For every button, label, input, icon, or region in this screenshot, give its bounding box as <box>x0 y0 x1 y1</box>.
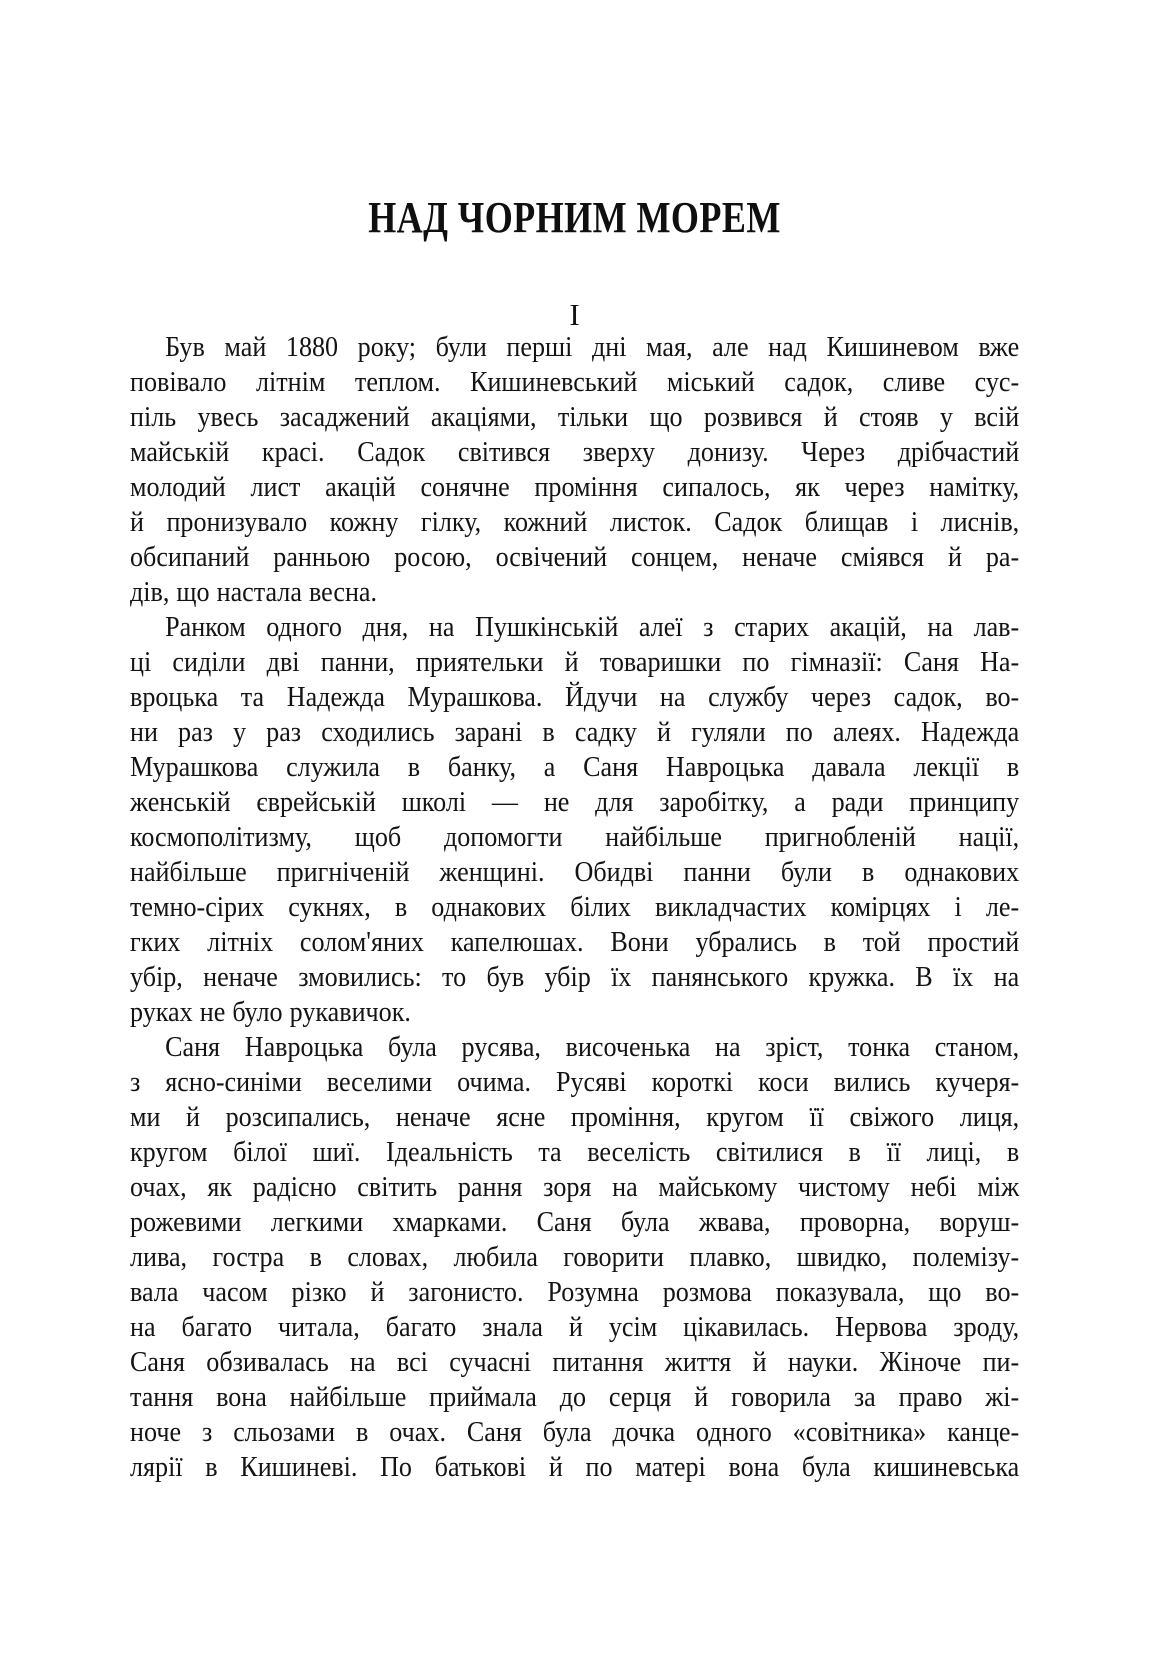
text-line: женській єврейській школі — не для заробітку, а ради принципу <box>130 786 1020 818</box>
text-line: ми й розсипались, неначе ясне проміння, кругом її свіжого лиця, <box>130 1101 1020 1133</box>
text-line: вала часом різко й загонисто. Розумна розмова показувала, що во- <box>130 1276 1020 1308</box>
text-line: дів, що настала весна. <box>130 576 378 608</box>
text-line: на багато читала, багато знала й усім цікавилась. Нервова зроду, <box>130 1311 1020 1343</box>
text-line: руках не було рукавичок. <box>130 996 411 1028</box>
text-line: ноче з сльозами в очах. Саня була дочка одного «совітника» канце- <box>130 1416 1020 1448</box>
text-line: рожевими легкими хмарками. Саня була жвава, проворна, воруш- <box>130 1206 1020 1238</box>
text-line: убір, неначе змовились: то був убір їх панянського кружка. В їх на <box>130 961 1020 993</box>
text-line: Був май 1880 року; були перші дні мая, але над Кишиневом вже <box>165 331 1020 363</box>
text-line: лива, гостра в словах, любила говорити плавко, швидко, полемізу- <box>130 1241 1020 1273</box>
text-line: Саня обзивалась на всі сучасні питання життя й науки. Жіноче пи- <box>130 1346 1020 1378</box>
text-line: космополітизму, щоб допомогти найбільше пригнобленій нації, <box>130 821 1020 853</box>
text-line: Саня Навроцька була русява, височенька на зріст, тонка станом, <box>165 1031 1020 1063</box>
text-line: ни раз у раз сходились зарані в садку й гуляли по алеях. Надежда <box>130 716 1020 748</box>
text-line: очах, як радісно світить рання зоря на майському чистому небі між <box>130 1171 1020 1203</box>
text-line: гких літніх солом'яних капелюшах. Вони убрались в той простий <box>130 926 1020 958</box>
text-line: ці сиділи дві панни, приятельки й товаришки по гімназії: Саня На- <box>130 646 1020 678</box>
text-line: повівало літнім теплом. Кишиневський міський садок, сливе сус- <box>130 366 1020 398</box>
body-text <box>130 330 1019 1485</box>
text-line: молодий лист акацій сонячне проміння сипалось, як через намітку, <box>130 471 1020 503</box>
text-line: лярії в Кишиневі. По батькові й по матері вона була кишиневська <box>130 1451 1020 1483</box>
paragraph <box>130 330 1019 610</box>
text-line: Ранком одного дня, на Пушкінській алеї з старих акацій, на лав- <box>165 611 1020 643</box>
chapter-numeral: I <box>569 297 580 332</box>
page-title: НАД ЧОРНИМ МОРЕМ <box>368 193 781 242</box>
text-line: майській красі. Садок світився зверху донизу. Через дрібчастий <box>130 436 1020 468</box>
text-line: найбільше пригніченій женщині. Обидві панни були в однакових <box>130 856 1020 888</box>
paragraph <box>130 610 1019 1030</box>
text-line: піль увесь засаджений акаціями, тільки що розвився й стояв у всій <box>130 401 1020 433</box>
text-line: Мурашкова служила в банку, а Саня Навроцька давала лекції в <box>130 751 1020 783</box>
text-line: з ясно-синіми веселими очима. Русяві короткі коси вились кучеря- <box>130 1066 1020 1098</box>
text-line: обсипаний ранньою росою, освічений сонцем, неначе сміявся й ра- <box>130 541 1020 573</box>
text-line: тання вона найбільше приймала до серця й говорила за право жі- <box>130 1381 1020 1413</box>
text-line: й пронизувало кожну гілку, кожний листок. Садок блищав і лиснів, <box>130 506 1020 538</box>
text-line: кругом білої шиї. Ідеальність та веселість світилися в її лиці, в <box>130 1136 1020 1168</box>
paragraph <box>130 1030 1019 1485</box>
text-line: вроцька та Надежда Мурашкова. Йдучи на службу через садок, во- <box>130 681 1020 713</box>
text-line: темно-сірих сукнях, в однакових білих викладчастих комірцях і ле- <box>130 891 1020 923</box>
